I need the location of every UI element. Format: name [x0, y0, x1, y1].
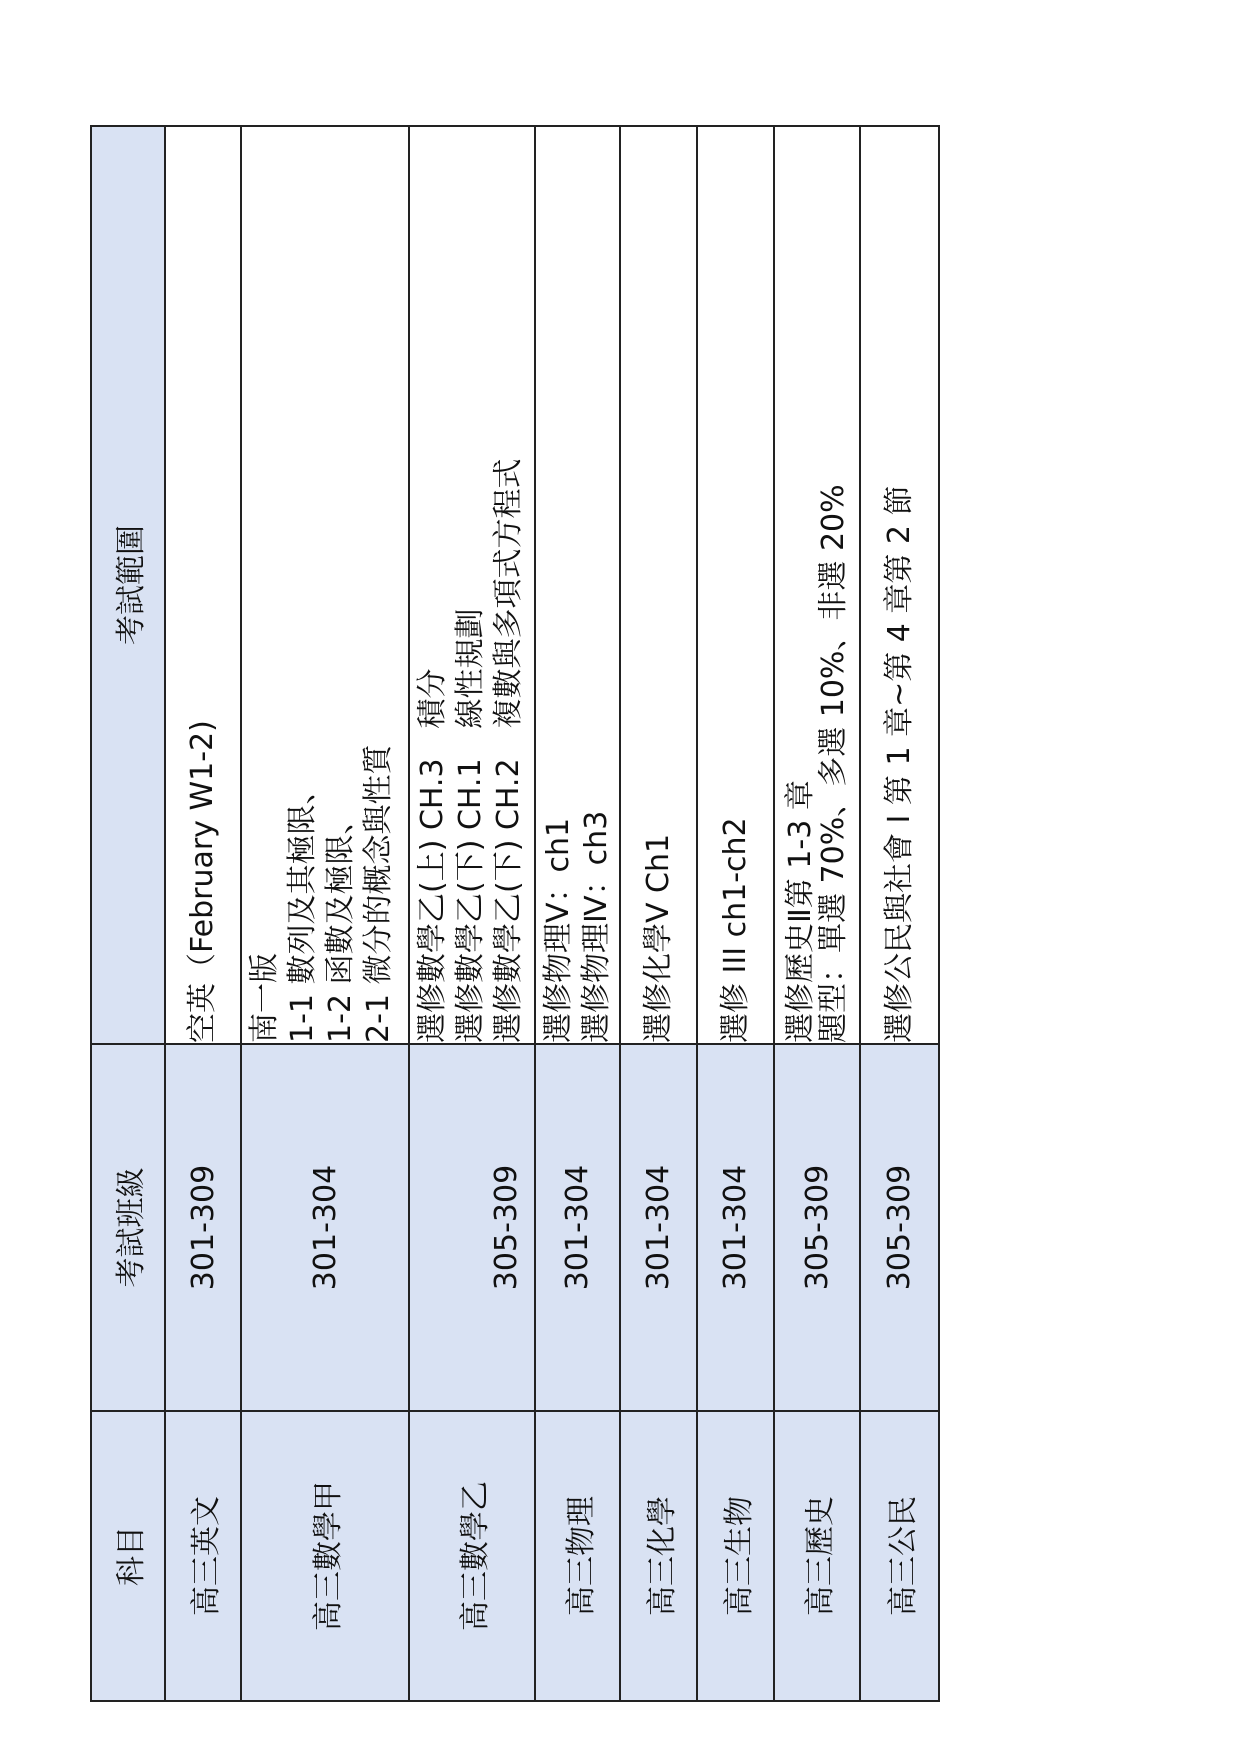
header-subject: 科目 — [91, 1411, 165, 1701]
scope-line: 選修 III ch1-ch2 — [717, 817, 753, 1043]
table-row-civics — [860, 126, 939, 1701]
scope-cell — [241, 126, 409, 1044]
scope-cell — [860, 126, 939, 1044]
classes-cell: 301-304 — [241, 1044, 409, 1411]
classes-cell: 301-304 — [697, 1044, 774, 1411]
classes-cell: 301-309 — [165, 1044, 241, 1411]
exam-scope-table — [90, 125, 940, 1702]
header-scope: 考試範圍 — [91, 126, 165, 1044]
classes-cell: 305-309 — [409, 1044, 535, 1411]
subject-cell: 高三英文 — [165, 1411, 241, 1701]
scope-line: 1-2 函數及極限、 — [323, 804, 358, 1043]
table-row-biology — [697, 126, 774, 1701]
classes-cell: 305-309 — [774, 1044, 860, 1411]
scope-cell — [774, 126, 860, 1044]
classes-cell: 301-304 — [535, 1044, 620, 1411]
subject-cell: 高三公民 — [860, 1411, 939, 1701]
scope-line: 2-1 微分的概念與性質 — [361, 744, 396, 1043]
scope-line: 空英（February W1-2) — [185, 720, 220, 1043]
scope-line: 選修公民與社會 I 第 1 章~第 4 章第 2 節 — [881, 485, 917, 1043]
scope-line: 選修數學乙(下) CH.2 複數與多項式方程式 — [491, 458, 526, 1043]
scope-cell — [409, 126, 535, 1044]
scope-line: 題型：單選 70%、多選 10%、非選 20% — [816, 484, 851, 1043]
scope-cell — [165, 126, 241, 1044]
classes-cell: 301-304 — [620, 1044, 697, 1411]
header-row — [91, 126, 165, 1701]
subject-cell: 高三歷史 — [774, 1411, 860, 1701]
scope-line: 選修歷史Ⅱ第 1-3 章 — [783, 780, 818, 1043]
scope-line: 南一版 — [247, 953, 282, 1043]
subject-cell: 高三物理 — [535, 1411, 620, 1701]
subject-cell: 高三數學乙 — [409, 1411, 535, 1701]
subject-cell: 高三生物 — [697, 1411, 774, 1701]
table-row-english — [165, 126, 241, 1701]
scope-cell — [535, 126, 620, 1044]
scope-line: 選修數學乙(上) CH.3 積分 — [415, 668, 450, 1043]
scope-line: 選修物理Ⅴ：ch1 — [541, 817, 576, 1043]
header-classes: 考試班級 — [91, 1044, 165, 1411]
scope-cell — [620, 126, 697, 1044]
subject-cell: 高三化學 — [620, 1411, 697, 1701]
table-row-chemistry — [620, 126, 697, 1701]
table-row-physics — [535, 126, 620, 1701]
scope-line: 1-1 數列及其極限、 — [285, 774, 320, 1043]
table-row-math-b — [409, 126, 535, 1701]
scope-cell — [697, 126, 774, 1044]
rotated-table-wrapper — [90, 127, 938, 1702]
subject-cell: 高三數學甲 — [241, 1411, 409, 1701]
classes-cell: 305-309 — [860, 1044, 939, 1411]
table-row-math-a — [241, 126, 409, 1701]
scope-line: 選修數學乙(下) CH.1 線性規劃 — [453, 608, 488, 1043]
table-row-history — [774, 126, 860, 1701]
scope-line: 選修物理Ⅳ：ch3 — [579, 810, 614, 1043]
scope-line: 選修化學Ⅴ Ch1 — [640, 833, 676, 1043]
